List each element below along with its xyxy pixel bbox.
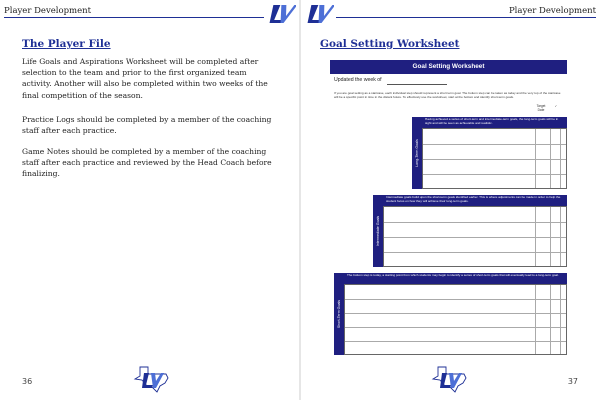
left-running-header: Player Development bbox=[4, 6, 92, 16]
long-term-goals-block bbox=[412, 117, 567, 189]
short-term-goals-grid[interactable] bbox=[344, 284, 567, 355]
texas-state-footer-logo-icon bbox=[132, 364, 172, 394]
left-page-number: 36 bbox=[22, 377, 33, 386]
short-term-goals-block bbox=[334, 273, 567, 355]
intermediate-goals-block bbox=[373, 195, 567, 267]
right-running-header: Player Development bbox=[508, 6, 596, 16]
paragraph-life-goals: Life Goals and Aspirations Worksheet will be completed after selection to the team and prior to the first organized team activity. Another will also be completed within two weeks of the final competition of the season. bbox=[22, 57, 268, 100]
right-page-number: 37 bbox=[567, 377, 578, 386]
check-column-header: ✓ bbox=[554, 104, 558, 108]
goal-setting-worksheet bbox=[330, 60, 567, 355]
worksheet-title-bar: Goal Setting Worksheet bbox=[330, 60, 567, 74]
right-header-rule bbox=[336, 17, 596, 18]
target-date-column-header: Target Date bbox=[536, 104, 546, 112]
left-header-rule bbox=[4, 17, 264, 18]
right-page bbox=[300, 0, 600, 400]
long-term-goals-grid[interactable] bbox=[422, 128, 567, 189]
texas-state-logo-icon bbox=[268, 2, 296, 26]
worksheet-updated-field[interactable] bbox=[387, 84, 447, 85]
left-section-title: The Player File bbox=[22, 38, 111, 50]
long-term-goals-label: Long-Term Goals bbox=[412, 117, 422, 189]
worksheet-updated-label: Updated the week of bbox=[334, 77, 382, 83]
paragraph-game-notes: Game Notes should be completed by a member of the coaching staff after each practice and reviewed by the Head Coach before finalizing. bbox=[22, 147, 272, 179]
worksheet-instructions: If you are goal setting as a staircase, each individual step should represent a short term goal. The bottom step can be taken as today and the very top of the staircase will be a specific point in time in the distant future. To effectively use the worksheet, start at the bottom and identify short-term goals. bbox=[334, 91, 561, 99]
short-term-goals-description: The bottom step is today, a starting point from which students may begin to identify a series of short-term goals that will eventually lead to a long-term goal. bbox=[344, 273, 567, 284]
texas-state-logo-icon bbox=[306, 2, 334, 26]
right-section-title: Goal Setting Worksheet bbox=[320, 38, 460, 50]
texas-state-footer-logo-icon bbox=[430, 364, 470, 394]
intermediate-goals-label: Intermediate Goals bbox=[373, 195, 383, 267]
paragraph-practice-logs: Practice Logs should be completed by a member of the coaching staff after each practice. bbox=[22, 115, 272, 136]
intermediate-goals-grid[interactable] bbox=[383, 206, 567, 267]
intermediate-goals-description: Intermediate goals build upon the short-term goals identified earlier. This is where adjustments can be made in order to help the student focus on how they will achieve their long-term goals. bbox=[383, 195, 567, 206]
long-term-goals-description: Having achieved a series of short-term and intermediate-term goals, the long-term goals will be in sight and will be seen as achievable and realistic. bbox=[422, 117, 567, 128]
short-term-goals-label: Short-Term Goals bbox=[334, 273, 344, 355]
